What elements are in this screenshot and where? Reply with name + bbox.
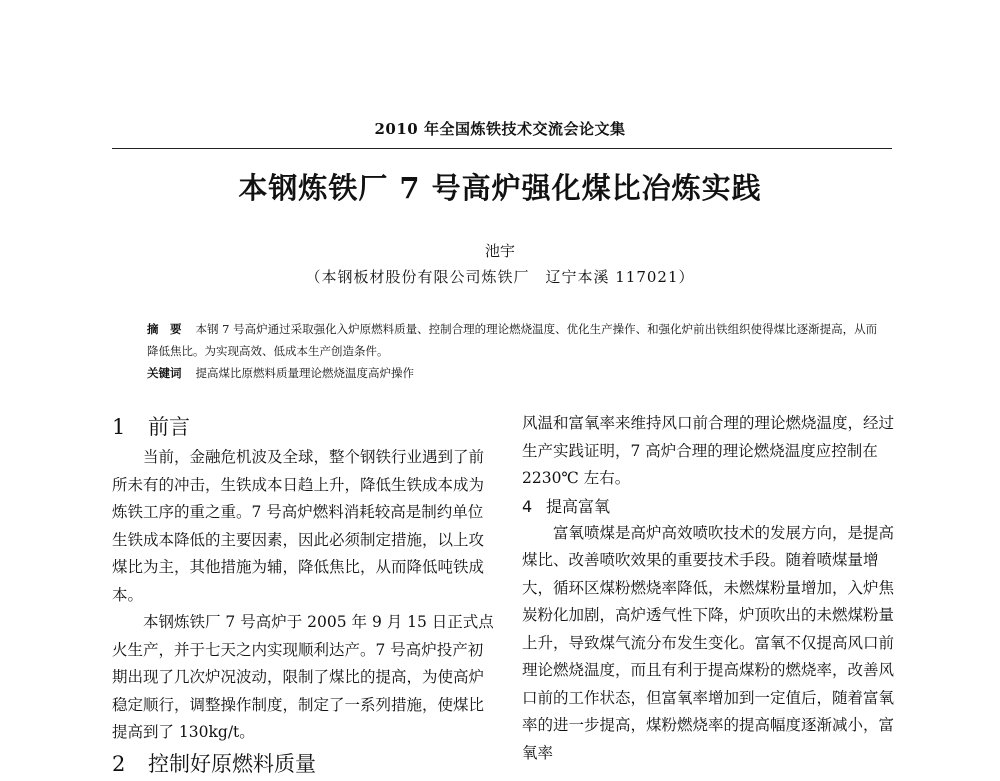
abstract — [147, 318, 882, 362]
proceedings-header: 2010 年全国炼铁技术交流会论文集 — [374, 120, 626, 138]
abstract-label: 摘 要 — [147, 322, 182, 336]
keywords — [147, 362, 882, 384]
header-rule — [112, 148, 892, 149]
author-name: 池宇 — [484, 242, 515, 260]
section-4-heading — [522, 493, 907, 520]
keywords-text: 提高煤比原燃料质量理论燃烧温度高炉操作 — [195, 366, 414, 380]
paper-title: 本钢炼铁厂 7 号高炉强化煤比冶炼实践 — [238, 171, 762, 205]
abstract-text: 本钢 7 号高炉通过采取强化入炉原燃料质量、控制合理的理论燃烧温度、优化生产操作、和强化炉前出铁组织使得煤比逐渐提高，从而降低焦比。为实现高效、低成本生产创造条件。 — [147, 322, 878, 358]
keywords-label: 关键词 — [147, 366, 182, 380]
section-2-heading — [112, 747, 497, 781]
left-column — [112, 410, 497, 781]
section-4-title: 提高富氧 — [546, 496, 611, 516]
temperature-paragraph: 风温和富氧率来维持风口前合理的理论燃烧温度，经过生产实践证明，7 高炉合理的理论燃烧温度应控制在 2230℃ 左右。 — [522, 414, 895, 487]
oxygen-paragraph: 富氧喷煤是高炉高效喷吹技术的发展方向，是提高煤比、改善喷吹效果的重要技术手段。随着喷煤量增大，循环区煤粉燃烧率降低，未燃煤粉量增加，入炉焦炭粉化加剧，高炉透气性下降，炉顶吹出的未燃煤粉量上升，导致煤气流分布发生变化。富氧不仅提高风口前理论燃烧温度，而且有利于提高煤粉的燃烧率，改善风口前的工作状态，但富氧率增加到一定值后，随着富氧率的进一步提高，煤粉燃烧率的提高幅度逐渐减小，富氧率 — [522, 523, 895, 762]
section-1-title: 前言 — [148, 415, 190, 439]
intro-paragraph-1: 当前，金融危机波及全球，整个钢铁行业遇到了前所未有的冲击，生铁成本日趋上升，降低生铁成本成为炼铁工序的重之重。7 号高炉燃料消耗较高是制约单位生铁成本降低的主要因素，因此必须制定措施，以上攻煤比为主，其他措施为辅，降低焦比，从而降低吨铁成本。 — [112, 448, 485, 604]
section-1-heading — [112, 410, 497, 444]
section-2-title: 控制好原燃料质量 — [148, 751, 316, 776]
right-column — [522, 410, 907, 767]
section-2-number: 2 — [112, 751, 126, 776]
section-1-number: 1 — [112, 415, 126, 439]
section-4-number: 4 — [522, 496, 533, 516]
intro-paragraph-2: 本钢炼铁厂 7 号高炉于 2005 年 9 月 15 日正式点火生产，并于七天之内实现顺利达产。7 号高炉投产初期出现了几次炉况波动，限制了煤比的提高，为使高炉稳定顺行，调整操作制度，制定了一系列措施，使煤比提高到了 130kg/t。 — [112, 613, 494, 741]
author-affiliation: （本钢板材股份有限公司炼铁厂 辽宁本溪 117021） — [305, 268, 695, 286]
